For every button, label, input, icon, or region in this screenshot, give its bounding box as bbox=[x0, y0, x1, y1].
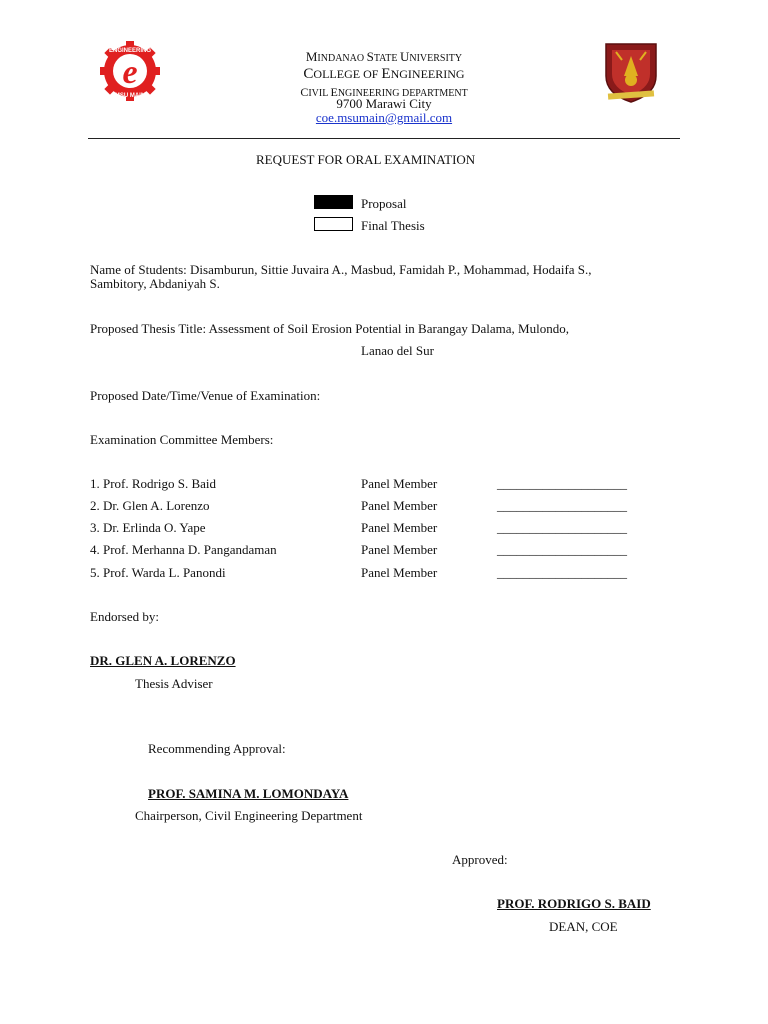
chair-name: PROF. SAMINA M. LOMONDAYA bbox=[148, 786, 349, 801]
dean-name: PROF. RODRIGO S. BAID bbox=[497, 896, 651, 911]
email-link[interactable]: coe.msumain@gmail.com bbox=[315, 110, 453, 125]
proposal-label: Proposal bbox=[361, 196, 407, 211]
engineering-logo bbox=[92, 40, 168, 102]
member-role: Panel Member bbox=[361, 498, 438, 513]
member-role: Panel Member bbox=[361, 542, 438, 557]
member-name: 4. Prof. Merhanna D. Pangandaman bbox=[90, 542, 277, 557]
adviser-title: Thesis Adviser bbox=[135, 676, 213, 691]
proposal-checkbox[interactable] bbox=[314, 195, 353, 209]
member-role: Panel Member bbox=[361, 520, 438, 535]
signature-line: ____________________ bbox=[497, 476, 627, 491]
signature-line: ____________________ bbox=[497, 520, 627, 535]
department-name: CIVIL ENGINEERING DEPARTMENT bbox=[300, 85, 468, 99]
member-role: Panel Member bbox=[361, 476, 438, 491]
msu-seal bbox=[602, 42, 660, 104]
logo-text-top: ENGINEERING bbox=[108, 48, 152, 54]
thesis-title-line-2: Lanao del Sur bbox=[361, 343, 434, 358]
recommending-label: Recommending Approval: bbox=[148, 741, 286, 756]
endorsed-label: Endorsed by: bbox=[90, 609, 159, 624]
address: 9700 Marawi City bbox=[336, 96, 432, 111]
college-name: COLLEGE OF ENGINEERING bbox=[303, 66, 465, 82]
students-line-1: Name of Students: Disamburun, Sittie Juvaira A., Masbud, Famidah P., Mohammad, Hodaifa S., bbox=[90, 262, 592, 277]
final-thesis-checkbox[interactable] bbox=[314, 217, 353, 231]
signature-line: ____________________ bbox=[497, 498, 627, 513]
final-thesis-label: Final Thesis bbox=[361, 218, 425, 233]
thesis-title-line-1: Proposed Thesis Title: Assessment of Soil Erosion Potential in Barangay Dalama, Mulondo, bbox=[90, 321, 569, 336]
university-name: MINDANAO STATE UNIVERSITY bbox=[305, 49, 463, 64]
form-title: REQUEST FOR ORAL EXAMINATION bbox=[256, 152, 476, 167]
signature-line: ____________________ bbox=[497, 565, 627, 580]
dean-title: DEAN, COE bbox=[549, 919, 618, 934]
students-line-2: Sambitory, Abdaniyah S. bbox=[90, 276, 220, 291]
approved-label: Approved: bbox=[452, 852, 508, 867]
adviser-name: DR. GLEN A. LORENZO bbox=[90, 653, 236, 668]
member-role: Panel Member bbox=[361, 565, 438, 580]
msu-seal-icon bbox=[602, 42, 660, 104]
signature-line: ____________________ bbox=[497, 542, 627, 557]
member-name: 2. Dr. Glen A. Lorenzo bbox=[90, 498, 210, 513]
header-divider bbox=[88, 138, 680, 139]
member-name: 5. Prof. Warda L. Panondi bbox=[90, 565, 226, 580]
logo-letter: e bbox=[122, 54, 138, 91]
committee-label: Examination Committee Members: bbox=[90, 432, 274, 447]
logo-text-bottom: MSU MAIN bbox=[114, 93, 146, 99]
member-name: 3. Dr. Erlinda O. Yape bbox=[90, 520, 206, 535]
engineering-gear-logo-icon bbox=[92, 40, 168, 102]
date-venue-label: Proposed Date/Time/Venue of Examination: bbox=[90, 388, 321, 403]
member-name: 1. Prof. Rodrigo S. Baid bbox=[90, 476, 217, 491]
chair-title: Chairperson, Civil Engineering Department bbox=[135, 808, 363, 823]
